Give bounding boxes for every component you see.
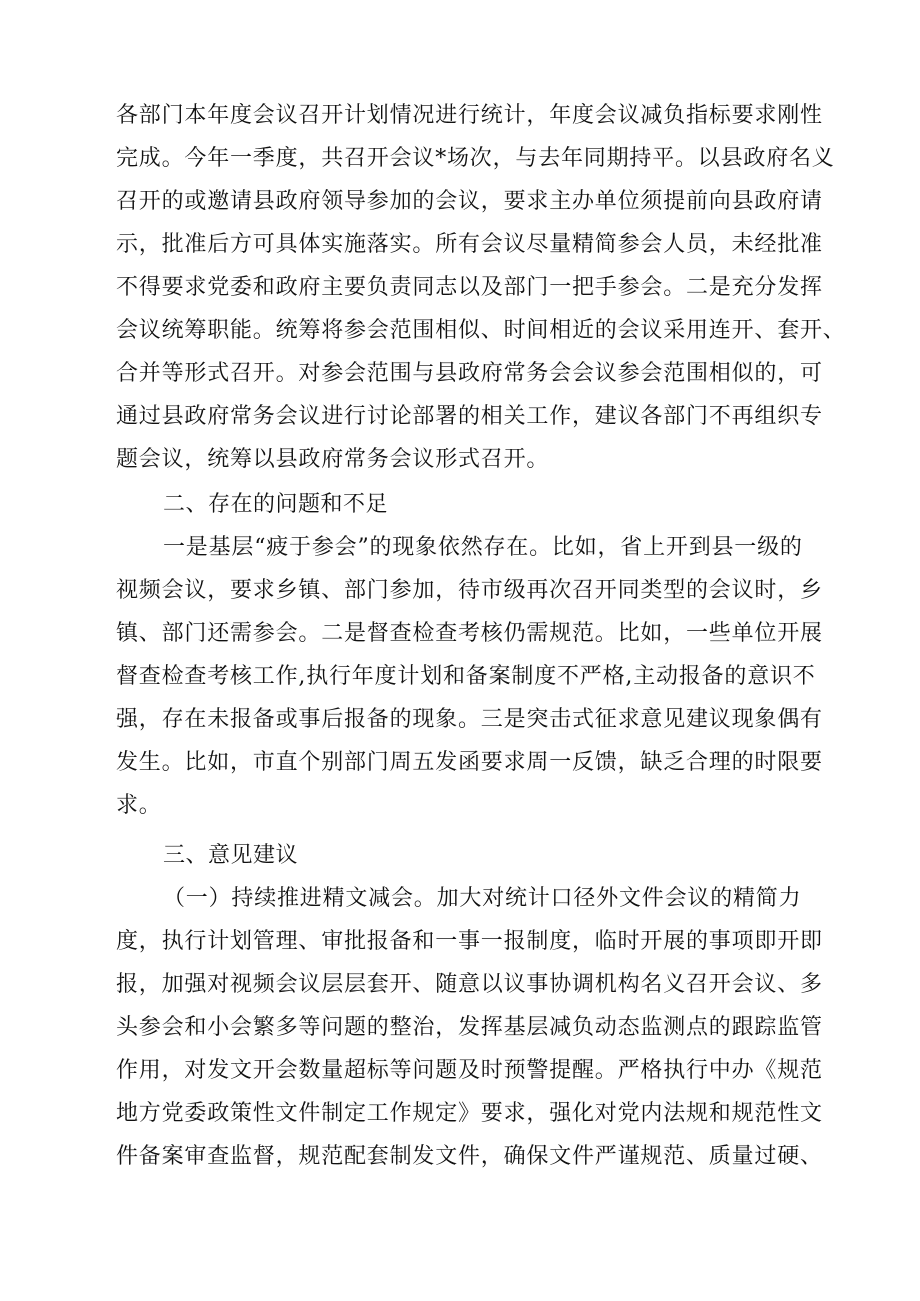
paragraph-line: 作用，对发文开会数量超标等问题及时预警提醒。严格执行中办《规范 — [116, 1058, 823, 1083]
paragraph-line: 强，存在未报备或事后报备的现象。三是突击式征求意见建议现象偶有 — [116, 707, 823, 732]
paragraph-line: 召开的或邀请县政府领导参加的会议，要求主办单位须提前向县政府请 — [116, 189, 823, 214]
paragraph-line: 求。 — [116, 793, 162, 818]
paragraph-line: 合并等形式召开。对参会范围与县政府常务会会议参会范围相似的，可 — [116, 361, 823, 386]
paragraph-line: 度，执行计划管理、审批报备和一事一报制度，临时开展的事项即开即 — [116, 929, 823, 954]
paragraph-line: （一）持续推进精文减会。加大对统计口径外文件会议的精简力 — [163, 886, 802, 911]
section-heading-problems: 二、存在的问题和不足 — [163, 492, 389, 517]
paragraph-line: 不得要求党委和政府主要负责同志以及部门一把手参会。二是充分发挥 — [116, 275, 823, 300]
paragraph-line: 督查检查考核工作,执行年度计划和备案制度不严格,主动报备的意识不 — [116, 664, 816, 689]
paragraph-line: 头参会和小会繁多等问题的整治，发挥基层减负动态监测点的跟踪监管 — [116, 1015, 823, 1040]
paragraph-line: 示，批准后方可具体实施落实。所有会议尽量精简参会人员，未经批准 — [116, 232, 823, 257]
paragraph-line: 通过县政府常务会议进行讨论部署的相关工作，建议各部门不再组织专 — [116, 404, 823, 429]
paragraph-line: 地方党委政策性文件制定工作规定》要求，强化对党内法规和规范性文 — [116, 1101, 823, 1126]
section-heading-suggestions: 三、意见建议 — [163, 843, 299, 868]
paragraph-line: 视频会议，要求乡镇、部门参加，待市级再次召开同类型的会议时，乡 — [116, 578, 823, 603]
paragraph-line: 会议统筹职能。统筹将参会范围相似、时间相近的会议采用连开、套开、 — [116, 318, 846, 343]
paragraph-line: 报，加强对视频会议层层套开、随意以议事协调机构名义召开会议、多 — [116, 972, 823, 997]
paragraph-line: 题会议，统筹以县政府常务会议形式召开。 — [116, 447, 550, 472]
paragraph-line: 一是基层“疲于参会”的现象依然存在。比如，省上开到县一级的 — [163, 535, 803, 560]
paragraph-line: 镇、部门还需参会。二是督查检查考核仍需规范。比如，一些单位开展 — [116, 621, 823, 646]
paragraph-line: 件备案审查监督，规范配套制发文件，确保文件严谨规范、质量过硬、 — [116, 1144, 823, 1169]
paragraph-line: 各部门本年度会议召开计划情况进行统计，年度会议减负指标要求刚性 — [116, 103, 823, 128]
paragraph-line: 发生。比如，市直个别部门周五发函要求周一反馈，缺乏合理的时限要 — [116, 750, 823, 775]
paragraph-line: 完成。今年一季度，共召开会议*场次，与去年同期持平。以县政府名义 — [116, 146, 835, 171]
